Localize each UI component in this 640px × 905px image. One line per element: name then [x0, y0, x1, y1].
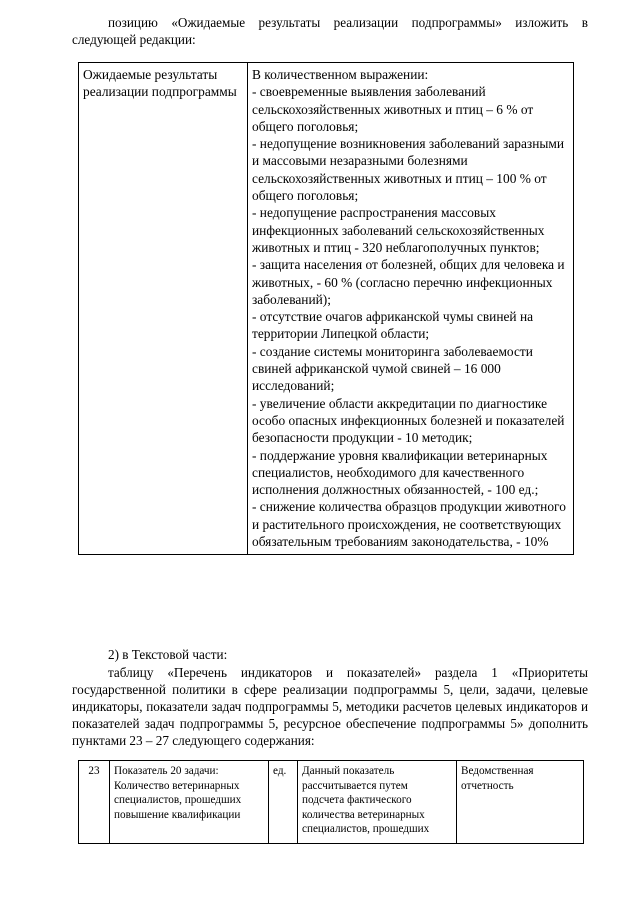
row-number: 23	[88, 765, 100, 777]
unit: ед.	[273, 765, 287, 777]
section2-paragraph	[72, 664, 588, 749]
table-row	[79, 761, 584, 844]
intro-text: позицию «Ожидаемые результаты реализации подпрограммы» изложить в следующей редакции:	[72, 15, 588, 47]
results-content-cell	[248, 63, 574, 555]
result-item: - недопущение возникновения заболеваний заразными и массовыми незаразными болезнями сельскохозяйственных животных и птиц – 100 % от общего поголовья;	[252, 136, 565, 204]
results-label: Ожидаемые результаты реализации подпрограммы	[83, 67, 237, 100]
source: Ведомственная отчетность	[461, 765, 534, 792]
indicators-table	[78, 760, 584, 844]
results-label-cell	[79, 63, 248, 555]
row-number-cell	[79, 761, 110, 844]
section2-paragraph-text: таблицу «Перечень индикаторов и показателей» раздела 1 «Приоритеты государственной политики в сфере реализации подпрограммы 5, цели, задачи, целевые индикаторы, показатели задач подпрограммы 5, методики расчетов целевых индикаторов и показателей задач подпрограммы 5, ресурсное обеспечение подпрограммы 5» дополнить пунктами 23 – 27 следующего содержания:	[72, 665, 588, 748]
indicator-name-cell	[110, 761, 269, 844]
result-item: - своевременные выявления заболеваний сельскохозяйственных животных и птиц – 6 % от общего поголовья;	[252, 84, 534, 134]
result-item: - поддержание уровня квалификации ветеринарных специалистов, необходимого для качественного исполнения должностных обязанностей, - 100 ед.;	[252, 447, 548, 498]
source-cell	[457, 761, 584, 844]
intro-paragraph	[72, 14, 588, 48]
result-item: - недопущение распространения массовых инфекционных заболеваний сельскохозяйственных животных и птиц - 320 неблагополучных пунктов;	[252, 205, 545, 255]
method: Данный показатель рассчитывается путем подсчета фактического количества ветеринарных специалистов, прошедших	[302, 765, 430, 835]
result-item: - снижение количества образцов продукции животного и растительного происхождения, не соответствующих обязательным требованиям законодательства, - 10%	[252, 499, 566, 550]
section2-heading-text: 2) в Текстовой части:	[108, 647, 228, 662]
method-cell	[298, 761, 457, 844]
result-item: - защита населения от болезней, общих для человека и животных, - 60 % (согласно перечню инфекционных заболеваний);	[252, 257, 565, 307]
unit-cell	[269, 761, 298, 844]
section2-heading	[72, 646, 588, 663]
indicator-name: Показатель 20 задачи: Количество ветеринарных специалистов, прошедших повышение квалификации	[114, 765, 242, 821]
results-table	[78, 62, 574, 555]
results-heading: В количественном выражении:	[252, 67, 429, 82]
results-row	[79, 63, 574, 555]
result-item: - отсутствие очагов африканской чумы свиней на территории Липецкой области;	[252, 309, 534, 342]
result-item: - увеличение области аккредитации по диагностике особо опасных инфекционных болезней и показателей безопасности продукции - 10 методик;	[252, 395, 565, 446]
result-item: - создание системы мониторинга заболеваемости свиней африканской чумой свиней – 16 000 исследований;	[252, 343, 533, 394]
